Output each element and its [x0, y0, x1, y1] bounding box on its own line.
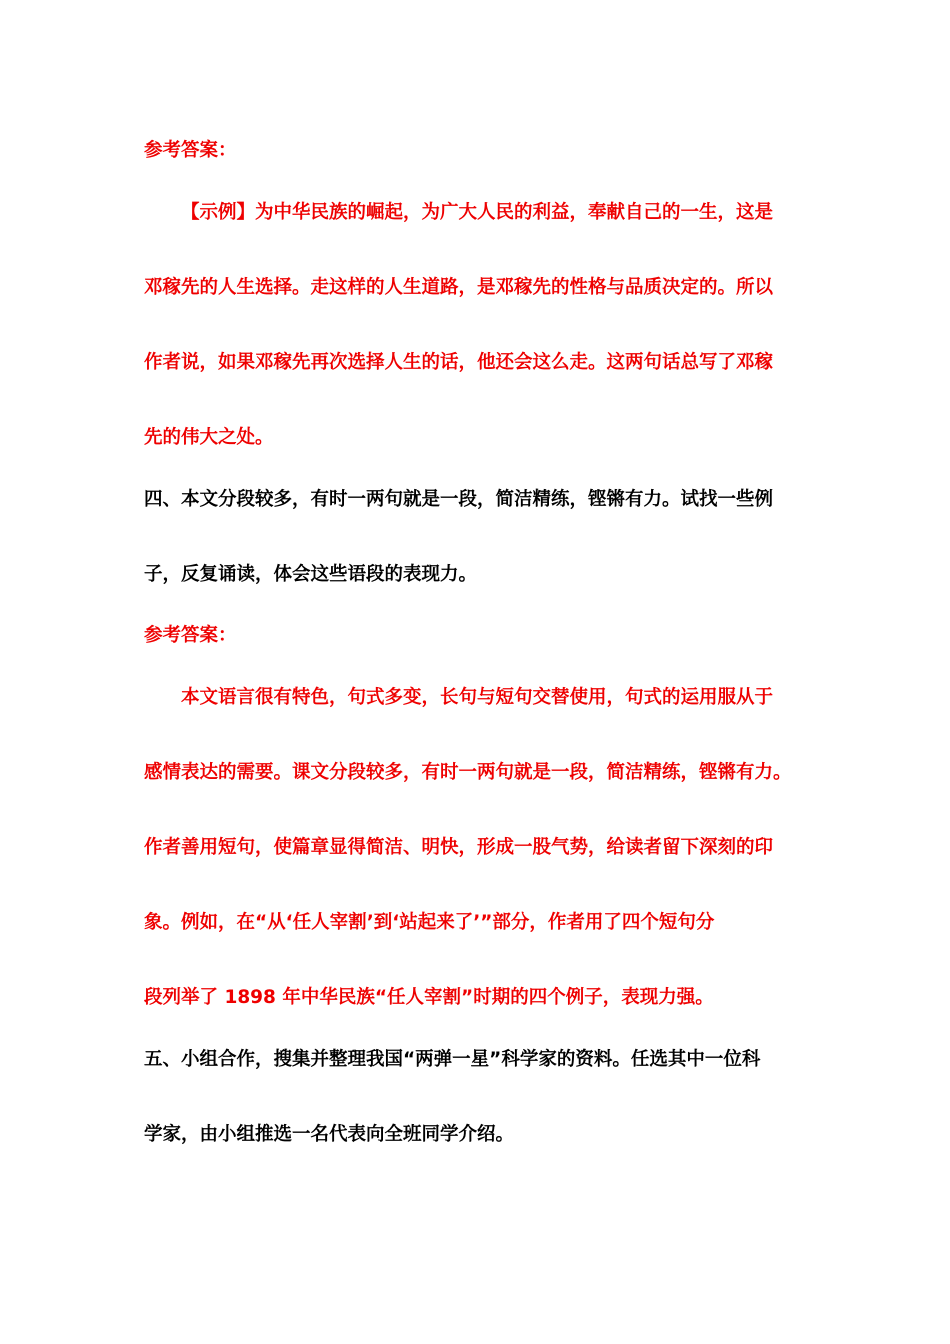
answer-2-line-3: 作者善用短句，使篇章显得简洁、明快，形成一股气势，给读者留下深刻的印	[144, 837, 774, 858]
answer-1-line-4: 先的伟大之处。	[144, 427, 274, 448]
question-5-line-1: 五、小组合作，搜集并整理我国“两弹一星”科学家的资料。任选其中一位科	[144, 1049, 761, 1070]
answer-2-line-1: 本文语言很有特色，句式多变，长句与短句交替使用，句式的运用服从于	[181, 687, 774, 708]
answer-1-line-1: 【示例】为中华民族的崛起，为广大人民的利益，奉献自己的一生，这是	[181, 202, 774, 223]
answer-2-line-4: 象。例如，在“从‘任人宰割’到‘站起来了’”部分，作者用了四个短句分	[144, 912, 715, 933]
answer-2-line-2: 感情表达的需要。课文分段较多，有时一两句就是一段，简洁精练，铿锵有力。	[144, 762, 792, 783]
answer-label-1: 参考答案：	[144, 140, 237, 161]
answer-1-line-3: 作者说，如果邓稼先再次选择人生的话，他还会这么走。这两句话总写了邓稼	[144, 352, 774, 373]
answer-label-2: 参考答案：	[144, 625, 237, 646]
question-5-line-2: 学家，由小组推选一名代表向全班同学介绍。	[144, 1124, 515, 1145]
answer-2-line-5: 段列举了 1898 年中华民族“任人宰割”时期的四个例子，表现力强。	[144, 987, 714, 1008]
question-4-line-2: 子，反复诵读，体会这些语段的表现力。	[144, 564, 478, 585]
answer-1-line-2: 邓稼先的人生选择。走这样的人生道路，是邓稼先的性格与品质决定的。所以	[144, 277, 774, 298]
question-4-line-1: 四、本文分段较多，有时一两句就是一段，简洁精练，铿锵有力。试找一些例	[144, 489, 774, 510]
